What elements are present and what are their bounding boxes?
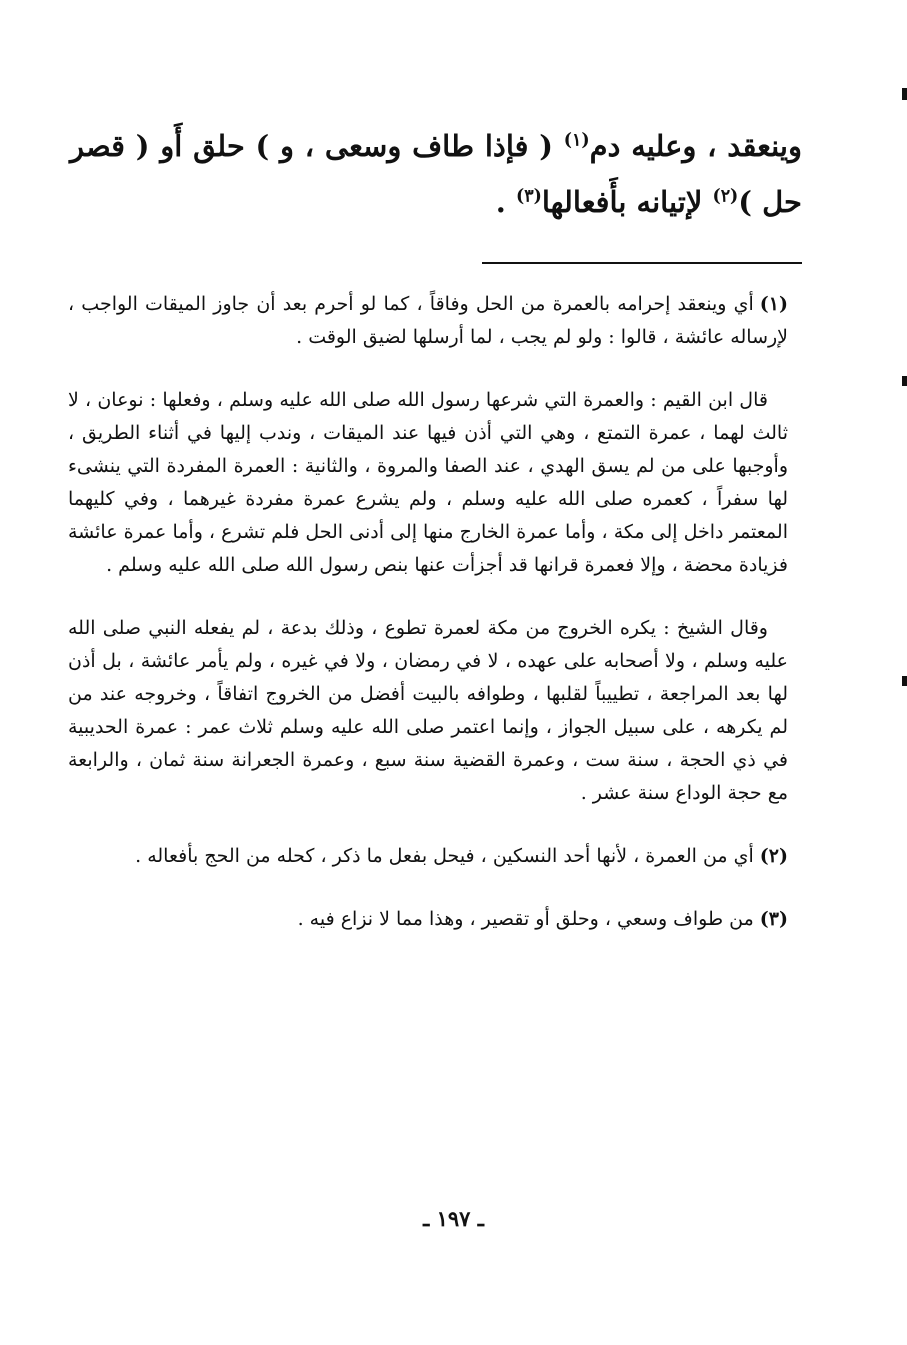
footnote-3-text: من طواف وسعي ، وحلق أو تقصير ، وهذا مما لا نزاع فيه . bbox=[297, 908, 754, 930]
main-text-block bbox=[70, 118, 802, 230]
main-paragraph bbox=[70, 118, 802, 230]
footnote-ref-1: (١) bbox=[563, 130, 590, 151]
scan-edge-mark bbox=[902, 676, 907, 686]
page-number: ـ ١٩٧ ـ bbox=[423, 1206, 484, 1231]
footnote-separator-rule bbox=[482, 262, 802, 264]
footnote-1 bbox=[68, 288, 788, 354]
footnote-ref-2: (٢) bbox=[712, 186, 739, 207]
footnote-2-text: أي من العمرة ، لأنها أحد النسكين ، فيحل بفعل ما ذكر ، كحله من الحج بأفعاله . bbox=[135, 845, 754, 867]
footnote-2-marker: (٢) bbox=[759, 845, 788, 867]
footnotes-section bbox=[68, 288, 788, 966]
main-text-part-1: وينعقد ، وعليه دم bbox=[589, 129, 802, 163]
main-text-part-2: ( فإذا طاف وسعى ، و ) حلق أَو ( قصر حل ) bbox=[70, 129, 802, 219]
footnote-3-marker: (٣) bbox=[759, 908, 788, 930]
footnote-1-marker: (١) bbox=[759, 293, 788, 315]
footnote-1-text: أي وينعقد إحرامه بالعمرة من الحل وفاقاً ، كما لو أحرم بعد أن جاوز الميقات الواجب ، لإرساله عائشة ، قالوا : ولو لم يجب ، لما أرسلها لضيق الوقت . bbox=[68, 293, 788, 348]
footnote-3 bbox=[68, 903, 788, 936]
footnote-paragraph-ibn-alqayyim: قال ابن القيم : والعمرة التي شرعها رسول الله صلى الله عليه وسلم ، وفعلها : نوعان ، لا ثالث لهما ، عمرة التمتع ، وهي التي أذن فيها عند الميقات ، وندب إليها في أثناء الطريق ، وأوجبها على من لم يسق الهدي ، عند الصفا والمروة ، والثانية : العمرة المفردة التي ينشىء لها سفراً ، كعمره صلى الله عليه وسلم ، ولم يشرع عمرة مفردة غيرهما ، وفي كليهما المعتمر داخل إلى مكة ، وأما عمرة الخارج منها إلى أدنى الحل فلم تشرع ، وأما عمرة عائشة فزيادة محضة ، وإلا فعمرة قرانها قد أجزأت عنها بنص رسول الله صلى الله عليه وسلم . bbox=[68, 389, 788, 576]
footnote-2 bbox=[68, 840, 788, 873]
main-text-part-3: لإتيانه بأَفعالها bbox=[541, 185, 713, 219]
scan-edge-mark bbox=[902, 376, 907, 386]
scan-edge-mark bbox=[902, 88, 907, 100]
main-text-part-4: . bbox=[495, 185, 516, 219]
footnote-ref-3: (٣) bbox=[516, 186, 542, 207]
footnote-paragraph-alshaykh: وقال الشيخ : يكره الخروج من مكة لعمرة تطوع ، وذلك بدعة ، لم يفعله النبي صلى الله عليه وسلم ، ولا أصحابه على عهده ، لا في رمضان ، ولا في غيره ، ولم يأمر عائشة ، بل أذن لها بعد المراجعة ، تطييباً لقلبها ، وطوافه بالبيت أفضل من الخروج اتفاقاً ، وخروجه عند من لم يكرهه ، على سبيل الجواز ، وإنما اعتمر صلى الله عليه وسلم ثلاث عمر : عمرة الحديبية في ذي الحجة ، سنة ست ، وعمرة القضية سنة سبع ، وعمرة الجعرانة سنة ثمان ، والرابعة مع حجة الوداع سنة عشر . bbox=[68, 617, 788, 804]
